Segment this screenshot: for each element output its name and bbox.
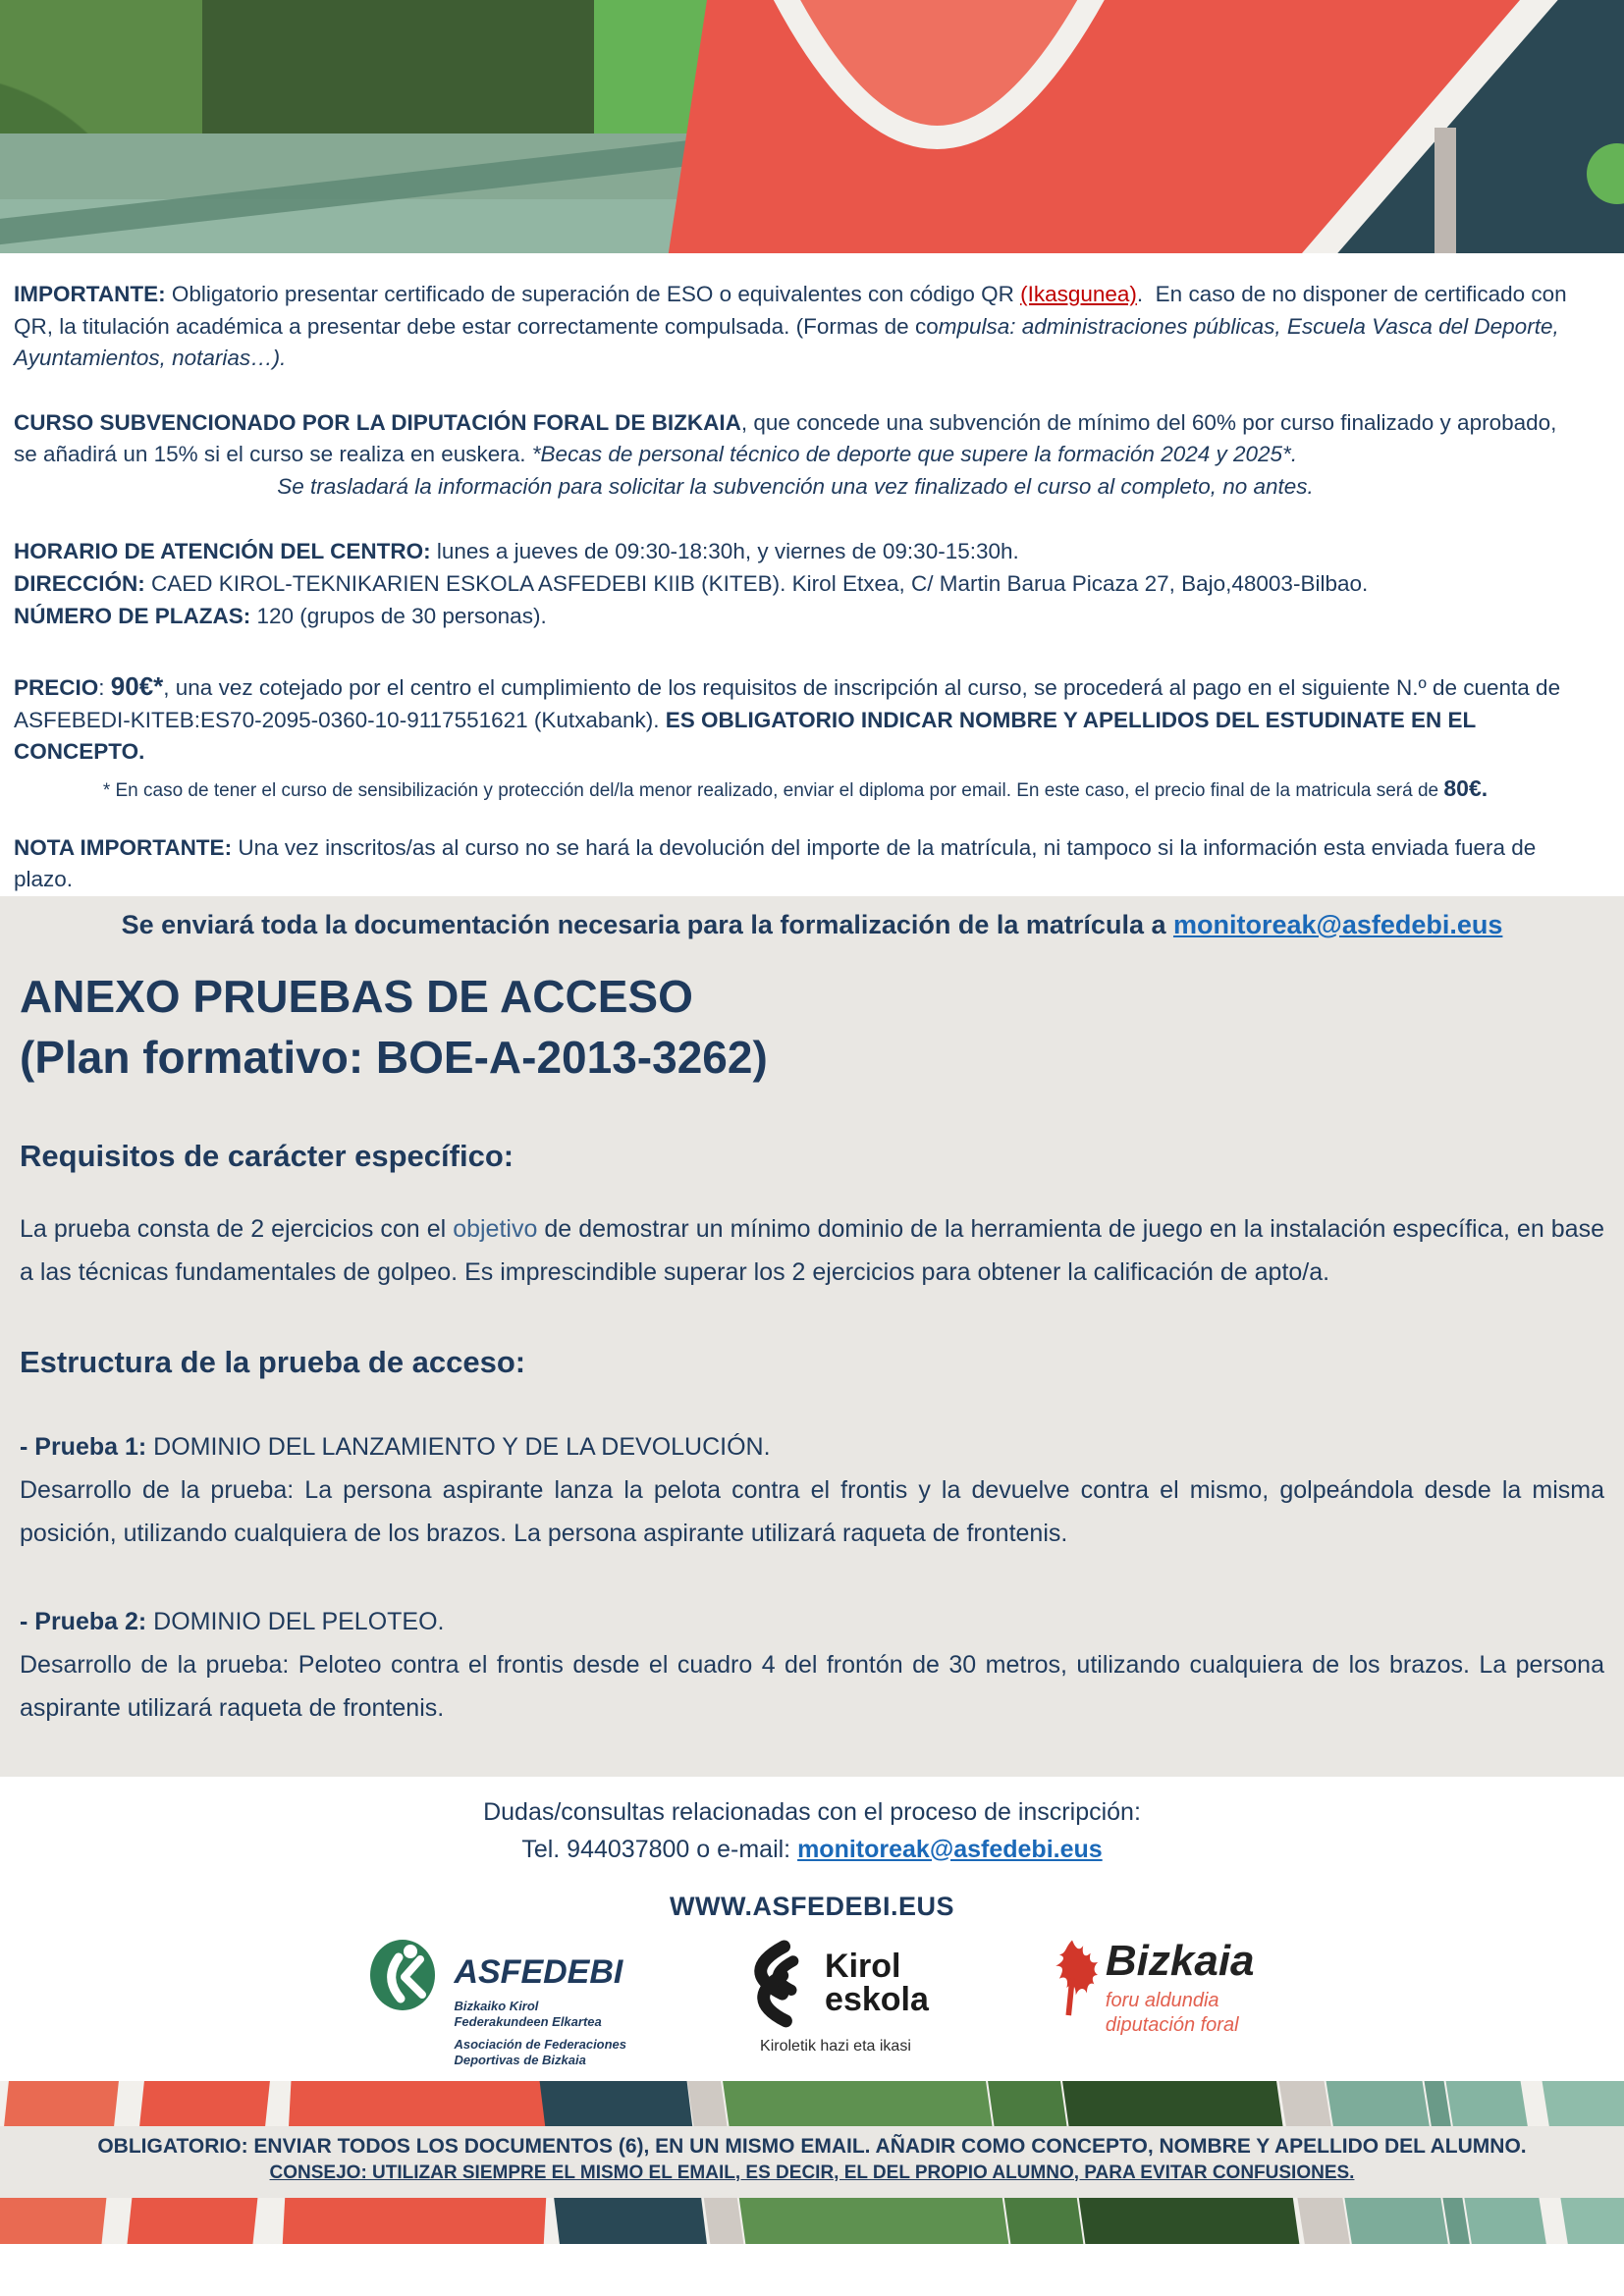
banner-gray-bar-icon bbox=[1435, 128, 1456, 253]
ikasgunea-link[interactable]: (Ikasgunea) bbox=[1020, 282, 1137, 306]
precio-label: PRECIO bbox=[14, 675, 99, 700]
matricula-email-link[interactable]: monitoreak@asfedebi.eus bbox=[1172, 909, 1503, 939]
requisitos-paragraph: La prueba consta de 2 ejercicios con el objetivo de demostrar un mínimo dominio de la herramienta de juego en la instalación específica, en base a las técnicas fundamentales de golpeo. Es imprescindible superar los 2 ejercicios para obtener la calificación de apto/a. bbox=[20, 1214, 1611, 1286]
contacto-email-link[interactable]: monitoreak@asfedebi.eus bbox=[797, 1835, 1103, 1863]
intro-section bbox=[0, 253, 1624, 896]
nota-paragraph: NOTA IMPORTANTE: Una vez inscritos/as al curso no se hará la devolución del importe de la matrícula, ni tampoco si la información esta enviada fuera de plazo. bbox=[14, 834, 1543, 891]
logos-row bbox=[0, 1938, 1624, 2068]
bizkaia-logo-text bbox=[1106, 1938, 1255, 2040]
anexo-section bbox=[0, 896, 1624, 1777]
kirol-eskola-logo bbox=[742, 1938, 929, 2056]
contacto-line: Tel. 944037800 o e-mail: monitoreak@asfedebi.eus bbox=[521, 1835, 1103, 1863]
importante-label: IMPORTANTE: bbox=[14, 282, 166, 306]
requisitos-heading: Requisitos de carácter específico: bbox=[20, 1138, 514, 1173]
precio-paragraph: PRECIO: 90€*, una vez cotejado por el centro el cumplimiento de los requisitos de inscripción al curso, se procederá al pago en el siguiente N.º de cuenta de ASFEBEDI-KITEB:ES70-2095-0360-10-9117551621 (Kutxabank). ES OBLIGATORIO INDICAR NOMBRE Y APELLIDOS DEL ESTUDINATE EN EL CONCEPTO. bbox=[14, 671, 1566, 764]
info-block bbox=[14, 535, 1577, 632]
bottom-banner-art bbox=[0, 2081, 1624, 2244]
kirol-eskola-logo-icon bbox=[742, 1938, 815, 2028]
kirol-eskola-wordmark: Kirol eskola bbox=[825, 1947, 929, 2018]
asfedebi-sub-es: Asociación de Federaciones Deportivas de Bizkaia bbox=[454, 2036, 627, 2067]
asfedebi-logo-icon bbox=[369, 1938, 442, 2016]
bizkaia-leaf-icon bbox=[1045, 1938, 1100, 2040]
prueba1-title-line: - Prueba 1: DOMINIO DEL LANZAMIENTO Y DE LA DEVOLUCIÓN. bbox=[20, 1432, 771, 1461]
curso-center-line: Se trasladará la información para solicitar la subvención una vez finalizado el curso al completo, no antes. bbox=[277, 473, 1314, 499]
aviso-strip bbox=[0, 2126, 1624, 2198]
plazas-line: NÚMERO DE PLAZAS: 120 (grupos de 30 personas). bbox=[14, 604, 547, 628]
bizkaia-subtitle: foru aldundia diputación foral bbox=[1105, 1989, 1239, 2036]
anexo-title-line1: ANEXO PRUEBAS DE ACCESO bbox=[20, 970, 693, 1022]
importante-paragraph: IMPORTANTE: Obligatorio presentar certificado de superación de ESO o equivalentes con código QR (Ikasgunea). En caso de no disponer de certificado con QR, la titulación académica a presentar debe estar correctamente compulsada. (Formas de compulsa: administraciones públicas, Escuela Vasca del Deporte, Ayuntamientos, notarias…). bbox=[14, 282, 1573, 370]
kirol-eskola-tagline: Kiroletik hazi eta ikasi bbox=[760, 2037, 911, 2055]
prueba2-description: Desarrollo de la prueba: Peloteo contra el frontis desde el cuadro 4 del frontón de 30 metros, utilizando cualquiera de los brazos. La persona aspirante utilizará raqueta de frontenis. bbox=[20, 1650, 1611, 1722]
anexo-title-line2: (Plan formativo: BOE-A-2013-3262) bbox=[20, 1031, 768, 1083]
top-banner-art bbox=[0, 0, 1624, 253]
curso-label: CURSO SUBVENCIONADO POR LA DIPUTACIÓN FORAL DE BIZKAIA bbox=[14, 409, 741, 435]
nota-label: NOTA IMPORTANTE: bbox=[14, 834, 233, 860]
direccion-line: DIRECCIÓN: CAED KIROL-TEKNIKARIEN ESKOLA ASFEDEBI KIIB (KITEB). Kirol Etxea, C/ Martin Barua Picaza 27, Bajo,48003-Bilbao. bbox=[14, 571, 1369, 596]
website-url: WWW.ASFEDEBI.EUS bbox=[670, 1891, 954, 1921]
precio-footnote: * En caso de tener el curso de sensibilización y protección del/la menor realizado, enviar el diploma por email. En este caso, el precio final de la matricula será de 80€. bbox=[102, 774, 1489, 801]
prueba1-description: Desarrollo de la prueba: La persona aspirante lanza la pelota contra el frontis y la devuelve contra el mismo, golpeándola desde la misma posición, utilizando cualquiera de los brazos. La persona aspirante utilizará raqueta de frontenis. bbox=[20, 1475, 1611, 1547]
prueba2-title-line: - Prueba 2: DOMINIO DEL PELOTEO. bbox=[20, 1607, 445, 1635]
aviso-line2: CONSEJO: UTILIZAR SIEMPRE EL MISMO EL EMAIL, ES DECIR, EL DEL PROPIO ALUMNO, PARA EVITAR CONFUSIONES. bbox=[269, 2162, 1355, 2183]
asfedebi-name: ASFEDEBI bbox=[454, 1952, 623, 1991]
anexo-title bbox=[20, 966, 1604, 1088]
curso-paragraph: CURSO SUBVENCIONADO POR LA DIPUTACIÓN FORAL DE BIZKAIA, que concede una subvención de mínimo del 60% por curso finalizado y aprobado, se añadirá un 15% si el curso se realiza en euskera. *Becas de personal técnico de deporte que supere la formación 2024 y 2025*. Se trasladará la información para solicitar la subvención una vez finalizado el curso al completo, no antes. bbox=[14, 407, 1577, 504]
objetivo-accent: objetivo bbox=[453, 1214, 538, 1243]
matricula-banner: Se enviará toda la documentación necesaria para la formalización de la matrícula a monitoreak@asfedebi.eus bbox=[121, 909, 1503, 939]
bizkaia-logo bbox=[1045, 1938, 1255, 2040]
aviso-line1: OBLIGATORIO: ENVIAR TODOS LOS DOCUMENTOS (6), EN UN MISMO EMAIL. AÑADIR COMO CONCEPTO, NOMBRE Y APELLIDO DEL ALUMNO. bbox=[97, 2134, 1527, 2158]
footnote-amount: 80€. bbox=[1443, 774, 1489, 801]
asfedebi-logo-text bbox=[454, 1938, 626, 2068]
dudas-line: Dudas/consultas relacionadas con el proceso de inscripción: bbox=[483, 1797, 1141, 1826]
precio-amount: 90€* bbox=[110, 671, 164, 701]
bizkaia-name: Bizkaia bbox=[1105, 1936, 1255, 1985]
horario-line: HORARIO DE ATENCIÓN DEL CENTRO: lunes a jueves de 09:30-18:30h, y viernes de 09:30-15:30h. bbox=[14, 539, 1019, 563]
estructura-heading: Estructura de la prueba de acceso: bbox=[20, 1344, 526, 1379]
asfedebi-logo bbox=[369, 1938, 626, 2068]
asfedebi-sub-eu: Bizkaiko Kirol Federakundeen Elkartea bbox=[454, 1998, 602, 2029]
footer-section bbox=[0, 1777, 1624, 2081]
